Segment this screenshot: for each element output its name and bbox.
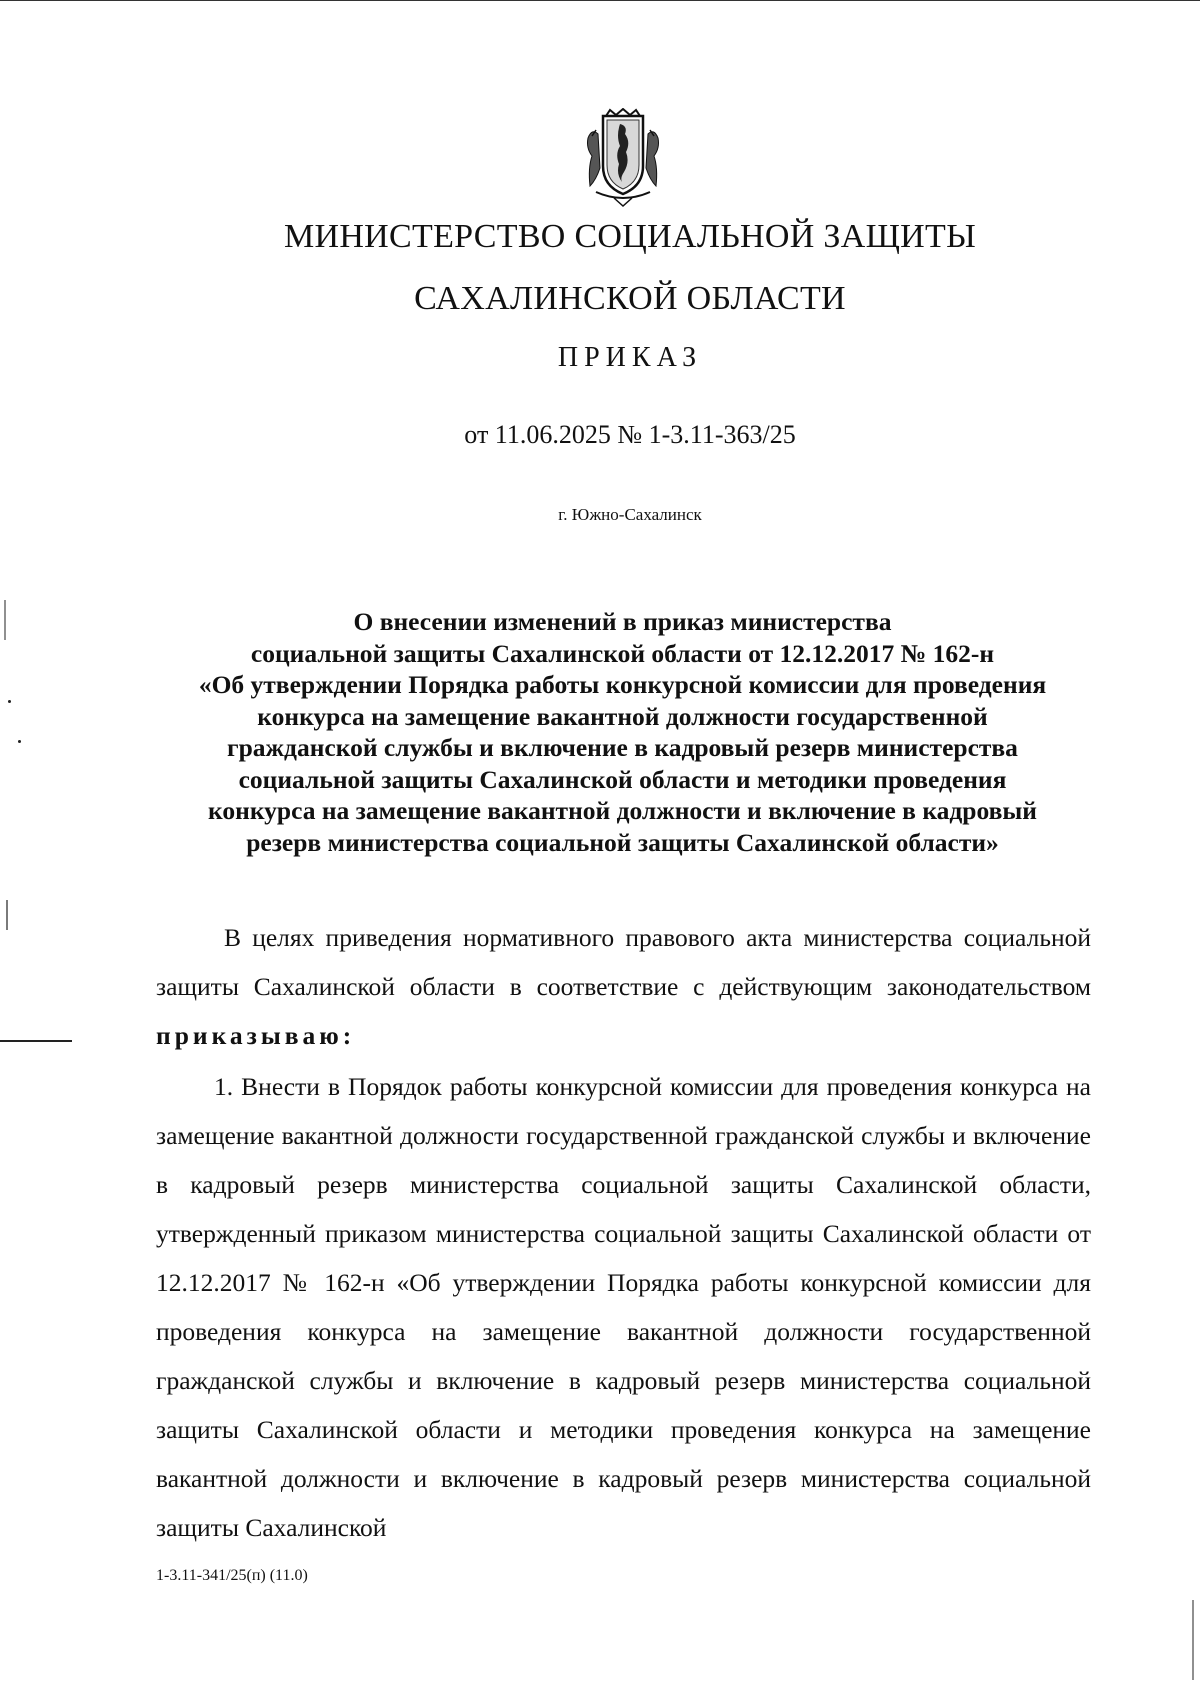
city: г. Южно-Сахалинск <box>558 505 702 524</box>
order-word: приказываю: <box>156 1021 356 1050</box>
subject-line: конкурса на замещение вакантной должности и включение в кадровый <box>208 796 1037 825</box>
preamble-text: В целях приведения нормативного правового акта министерства социальной защиты Сахалинской области в соответствие с действующим законодательством <box>156 923 1091 1001</box>
scan-artifact <box>6 900 8 930</box>
subject-line: конкурса на замещение вакантной должности государственной <box>257 701 988 731</box>
document-type: ПРИКАЗ <box>557 342 703 373</box>
scan-artifact <box>8 700 11 703</box>
scan-artifact-line <box>0 1040 72 1042</box>
subject-line: социальной защиты Сахалинской области и методики проведения <box>238 764 1007 794</box>
scan-artifact <box>1192 1600 1194 1680</box>
subject-line: гражданской службы и включение в кадровый резерв министерства <box>227 733 1018 762</box>
scan-artifact <box>18 740 21 743</box>
scan-border <box>0 0 1200 1</box>
order-subject <box>150 606 1095 858</box>
ministry-name-line2: САХАЛИНСКОЙ ОБЛАСТИ <box>414 280 846 317</box>
coat-of-arms-icon <box>578 108 668 208</box>
subject-line: «Об утверждении Порядка работы конкурсной комиссии для проведения <box>198 670 1047 699</box>
order-date-number: от 11.06.2025 № 1-3.11-363/25 <box>464 420 796 449</box>
subject-line: социальной защиты Сахалинской области от 12.12.2017 № 162-н <box>250 638 995 668</box>
ministry-name-line1: МИНИСТЕРСТВО СОЦИАЛЬНОЙ ЗАЩИТЫ <box>283 218 977 255</box>
subject-line: О внесении изменений в приказ министерства <box>353 607 892 636</box>
scan-artifact <box>4 600 6 640</box>
preamble-paragraph <box>156 913 1091 1060</box>
footer-document-code: 1-3.11-341/25(п) (11.0) <box>156 1567 308 1584</box>
item-1-paragraph: 1. Внести в Порядок работы конкурсной комиссии для проведения конкурса на замещение вакантной должности государственной гражданской службы и включение в кадровый резерв министерства социальной защиты Сахалинской области, утвержденный приказом министерства социальной защиты Сахалинской области от 12.12.2017 № 162-н «Об утверждении Порядка работы конкурсной комиссии для проведения конкурса на замещение вакантной должности государственной гражданской службы и включение в кадровый резерв министерства социальной защиты Сахалинской области и методики проведения конкурса на замещение вакантной должности и включение в кадровый резерв министерства социальной защиты Сахалинской <box>156 1072 1091 1542</box>
subject-line: резерв министерства социальной защиты Сахалинской области» <box>246 827 999 857</box>
